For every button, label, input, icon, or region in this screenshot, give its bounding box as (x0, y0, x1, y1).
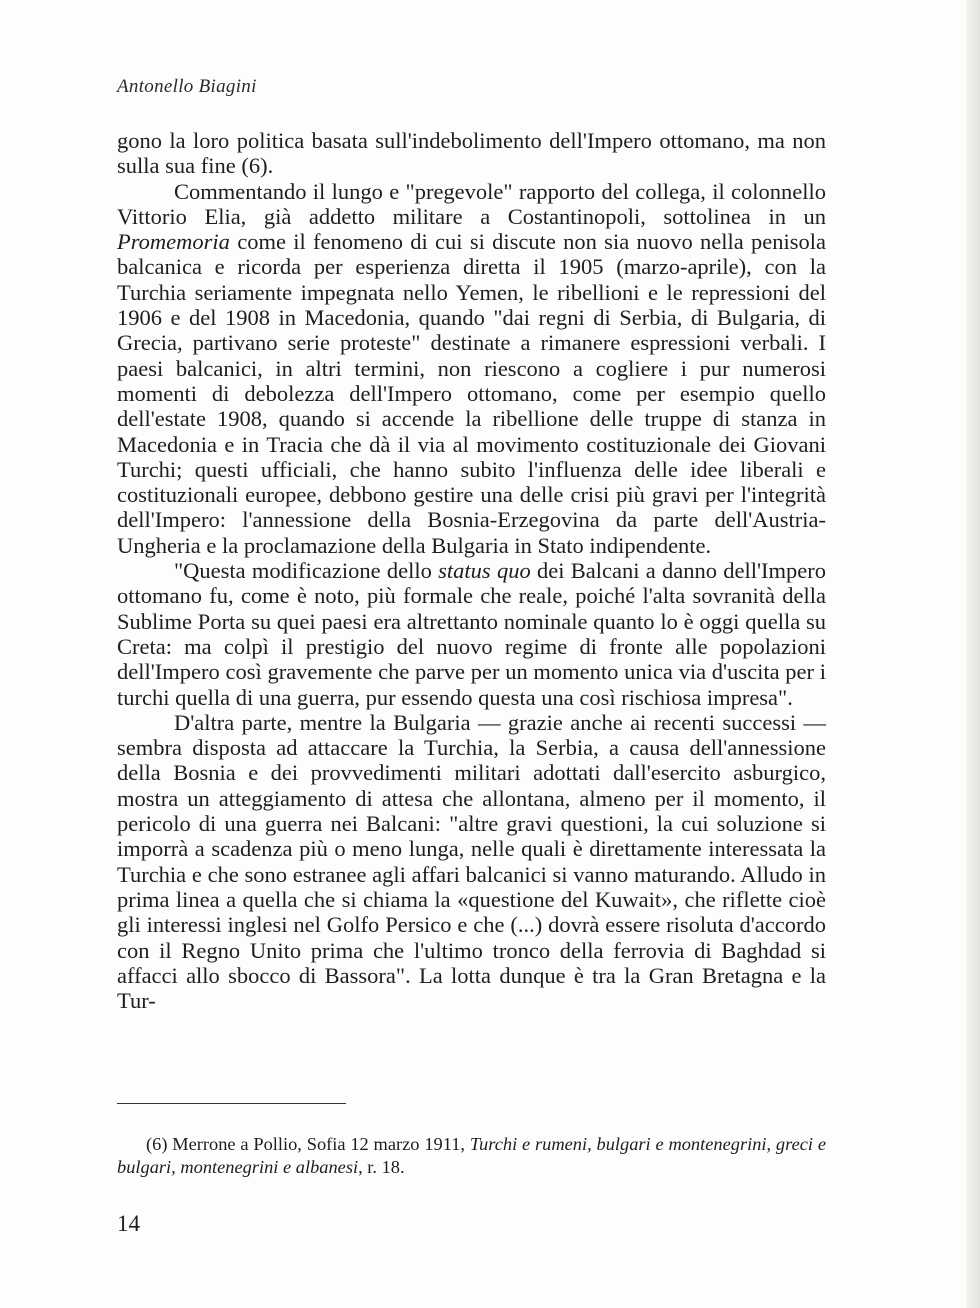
paragraph-1 (117, 128, 826, 179)
footnote-divider (117, 1103, 346, 1104)
footnote-6 (117, 1133, 826, 1179)
footnote-text-a: (6) Merrone a Pollio, Sofia 12 marzo 1911, (146, 1134, 470, 1154)
page-number: 14 (117, 1211, 140, 1236)
paragraph-3-text-b: dei Balcani a danno dell'Impero ottomano fu, come è noto, più formale che reale, poiché l'alta sovranità della Sublime Porta su quei paesi era altrettanto nominale quanto lo è oggi quella su Creta: ma colpì il prestigio del nuovo regime di fronte alle popolazioni dell'Impero così gravemente che parve per un momento unica via d'uscita per i turchi quella di una guerra, pur essendo questa una così rischiosa impresa". (117, 558, 826, 710)
paragraph-4-text: D'altra parte, mentre la Bulgaria — grazie anche ai recenti successi — sembra disposta ad attaccare la Turchia, la Serbia, a causa dell'annessione della Bosnia e dei provvedimenti militari adottati dall'esercito asburgico, mostra un atteggiamento di attesa che allontana, almeno per il momento, il pericolo di una guerra nei Balcani: "altre gravi questioni, la cui soluzione si imporrà a scadenza più o meno lunga, nelle quali è direttamente interessata la Turchia e che sono estranee agli affari balcanici si vanno maturando. Alludo in prima linea a quella che si chiama la «questione del Kuwait», che riflette cioè gli interessi inglesi nel Golfo Persico e che (...) dovrà essere risoluta d'accordo con il Regno Unito prima che l'ultimo tronco della ferrovia di Baghdad si affacci allo sbocco di Bassora". La lotta dunque è tra la Gran Bretagna e la Tur- (117, 709, 826, 1014)
page-edge-shadow (966, 0, 980, 1308)
paragraph-3 (117, 558, 826, 710)
paragraph-4 (117, 710, 826, 1014)
paragraph-2-text-a: Commentando il lungo e "pregevole" rapporto del collega, il colonnello Vittorio Elia, già addetto militare a Costantinopoli, sottolinea in un (117, 178, 826, 229)
paragraph-3-text-a: "Questa modificazione dello (174, 558, 439, 584)
main-text (117, 128, 826, 1013)
footnote-italic-title: Turchi e rumeni, bulgari e montenegrini, greci e bulgari, montenegrini e albanesi (117, 1134, 827, 1177)
paragraph-3-italic-status-quo: status quo (438, 558, 531, 584)
paragraph-2-text-b: come il fenomeno di cui si discute non sia nuovo nella penisola balcanica e ricorda per esperienza diretta il 1905 (marzo-aprile), con la Turchia seriamente impegnata nello Yemen, le ribellioni e le repressioni del 1906 e del 1908 in Macedonia, quando "dai regni di Serbia, di Bulgaria, di Grecia, partivano serie proteste" destinate a rimanere espressioni verbali. I paesi balcanici, in altri termini, non riescono a cogliere i pur numerosi momenti di debolezza dell'Impero ottomano, come per esempio quello dell'estate 1908, quando si accende la ribellione delle truppe di stanza in Macedonia e in Tracia che dà il via al movimento costituzionale dei Giovani Turchi; questi ufficiali, che hanno subito l'influenza delle idee liberali e costituzionali europee, debbono gestire una delle crisi più gravi per l'integrità dell'Impero: l'annessione della Bosnia-Erzegovina da parte dell'Austria-Ungheria e la proclamazione della Bulgaria in Stato indipendente. (117, 229, 826, 558)
running-head-author: Antonello Biagini (117, 76, 257, 97)
paragraph-2-italic-promemoria: Promemoria (117, 229, 230, 255)
paragraph-1-text: gono la loro politica basata sull'indebolimento dell'Impero ottomano, ma non sulla sua fine (6). (117, 128, 826, 179)
footnote-text-b: , r. 18. (358, 1157, 405, 1177)
paragraph-2 (117, 179, 826, 558)
